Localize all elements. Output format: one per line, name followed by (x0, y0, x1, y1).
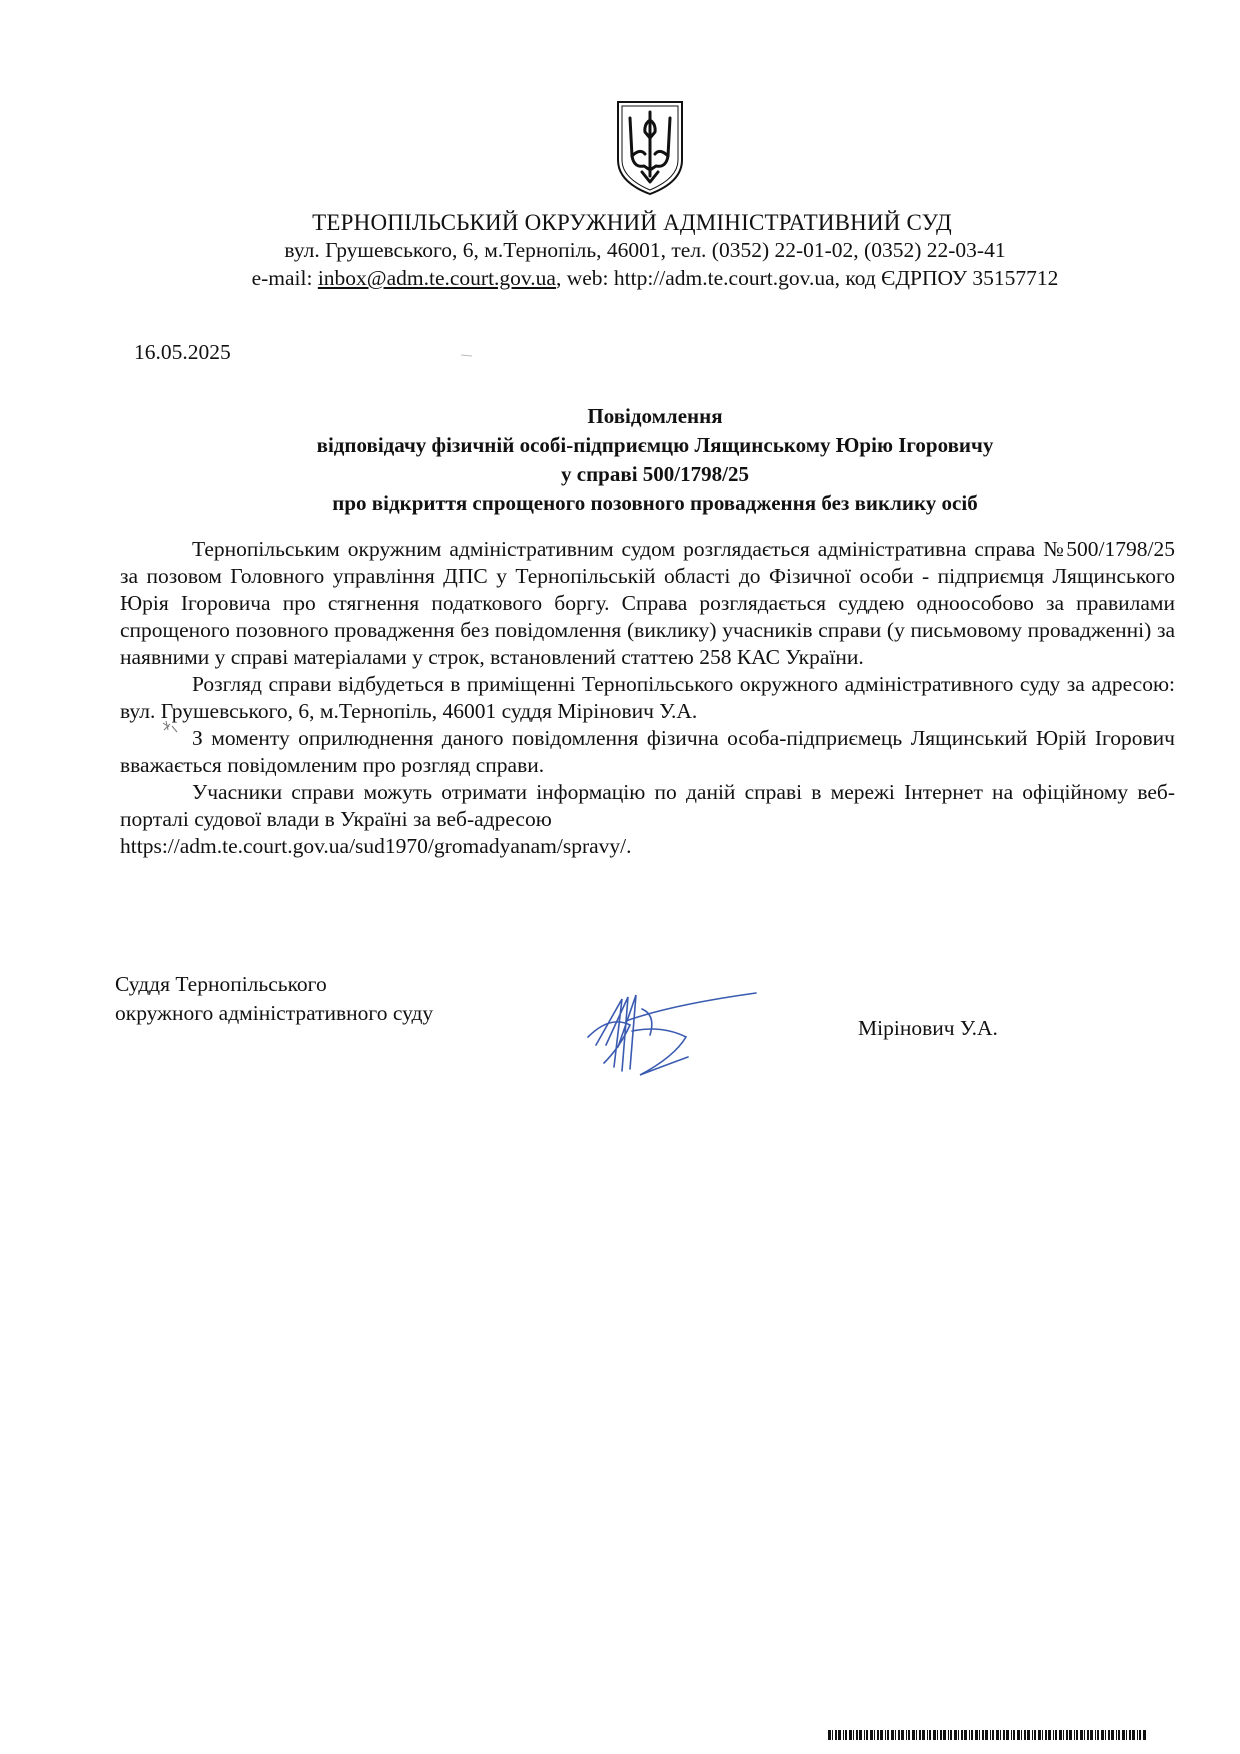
barcode-bar (1080, 1730, 1083, 1740)
barcode-icon (828, 1730, 1148, 1740)
barcode-bar (961, 1730, 963, 1740)
signatory-role-line-1: Суддя Тернопільського (115, 972, 327, 996)
barcode-bar (906, 1730, 907, 1740)
barcode-bar (927, 1730, 928, 1740)
barcode-bar (1076, 1730, 1078, 1740)
barcode-bar (859, 1730, 862, 1740)
email-link[interactable]: inbox@adm.te.court.gov.ua (317, 266, 556, 290)
barcode-bar (1108, 1730, 1110, 1740)
barcode-bar (1143, 1730, 1146, 1740)
barcode-bar (1116, 1730, 1117, 1740)
barcode-bar (1066, 1730, 1068, 1740)
signatory-role (115, 970, 433, 1028)
barcode-bar (866, 1730, 868, 1740)
barcode-bar (1059, 1730, 1062, 1740)
barcode-bar (1024, 1730, 1026, 1740)
barcode-bar (929, 1730, 931, 1740)
barcode-bar (1017, 1730, 1020, 1740)
barcode-bar (919, 1730, 921, 1740)
barcode-bar (979, 1730, 980, 1740)
barcode-bar (950, 1730, 952, 1740)
barcode-bar (943, 1730, 946, 1740)
barcode-bar (1027, 1730, 1030, 1740)
barcode-bar (990, 1730, 991, 1740)
barcode-bar (1139, 1730, 1141, 1740)
barcode-bar (1129, 1730, 1131, 1740)
barcode-bar (1063, 1730, 1064, 1740)
body-paragraph-4: Учасники справи можуть отримати інформацію по даній справі в мережі Інтернет на офіційному веб-порталі судової влади в Україні за веб-адресою (120, 780, 1175, 831)
barcode-bar (975, 1730, 978, 1740)
judge-name: Мірінович У.А. (858, 1016, 998, 1040)
barcode-bar (1087, 1730, 1089, 1740)
barcode-bar (887, 1730, 889, 1740)
barcode-bar (1084, 1730, 1085, 1740)
barcode-bar (1032, 1730, 1033, 1740)
title-line-2: відповідачу фізичній особі-підприємцю Лящинському Юрію Ігоровичу (316, 433, 994, 457)
barcode-bar (1034, 1730, 1036, 1740)
barcode-bar (849, 1730, 852, 1740)
document-date: 16.05.2025 (134, 340, 231, 364)
barcode-bar (845, 1730, 847, 1740)
barcode-bar (1105, 1730, 1106, 1740)
barcode-bar (922, 1730, 925, 1740)
barcode-bar (1045, 1730, 1047, 1740)
notice-body (120, 536, 1175, 860)
barcode-bar (1090, 1730, 1093, 1740)
barcode-bar (1118, 1730, 1120, 1740)
barcode-bar (1095, 1730, 1096, 1740)
barcode-bar (885, 1730, 886, 1740)
barcode-bar (1069, 1730, 1072, 1740)
barcode-bar (1038, 1730, 1041, 1740)
barcode-bar (912, 1730, 915, 1740)
barcode-bar (1053, 1730, 1054, 1740)
barcode-bar (1003, 1730, 1005, 1740)
barcode-bar (901, 1730, 904, 1740)
barcode-bar (832, 1730, 833, 1740)
barcode-bar (874, 1730, 875, 1740)
barcode-bar (1013, 1730, 1015, 1740)
court-contacts (0, 266, 1240, 291)
barcode-bar (1074, 1730, 1075, 1740)
barcode-bar (1006, 1730, 1009, 1740)
title-line-4: про відкриття спрощеного позовного провадження без виклику осіб (332, 491, 978, 515)
barcode-bar (1055, 1730, 1057, 1740)
barcode-bar (996, 1730, 999, 1740)
barcode-bar (1122, 1730, 1125, 1740)
barcode-bar (992, 1730, 994, 1740)
barcode-bar (1000, 1730, 1001, 1740)
barcode-bar (982, 1730, 984, 1740)
scan-speck (460, 352, 474, 358)
barcode-bar (1111, 1730, 1114, 1740)
barcode-bar (969, 1730, 970, 1740)
barcode-bar (908, 1730, 910, 1740)
body-paragraph-2: Розгляд справи відбудеться в приміщенні Тернопільського окружного адміністративного суду за адресою: вул. Грушевського, 6, м.Тернопіль, 46001 суддя Мірінович У.А. (120, 672, 1175, 723)
email-label: e-mail: (251, 266, 318, 290)
barcode-bar (853, 1730, 854, 1740)
barcode-bar (948, 1730, 949, 1740)
scan-speck (160, 718, 182, 736)
barcode-bar (958, 1730, 959, 1740)
title-line-3: у справі 500/1798/25 (561, 462, 749, 486)
barcode-bar (1101, 1730, 1104, 1740)
barcode-bar (1042, 1730, 1043, 1740)
barcode-bar (835, 1730, 837, 1740)
barcode-bar (1021, 1730, 1022, 1740)
barcode-bar (1097, 1730, 1099, 1740)
barcode-bar (937, 1730, 938, 1740)
ukraine-trident-emblem-icon (614, 98, 686, 198)
signatory-role-line-2: окружного адміністративного суду (115, 1001, 434, 1025)
barcode-bar (856, 1730, 858, 1740)
body-paragraph-3: З моменту оприлюднення даного повідомлення фізична особа-підприємець Лящинський Юрій Ігорович вважається повідомленим про розгляд справи. (120, 726, 1175, 777)
court-address: вул. Грушевського, 6, м.Тернопіль, 46001, тел. (0352) 22-01-02, (0352) 22-03-41 (284, 238, 1006, 262)
barcode-bar (916, 1730, 917, 1740)
body-paragraph-1: Тернопільським окружним адміністративним судом розглядається адміністративна справа №500/1798/25 за позовом Головного управління ДПС у Тернопільській області до Фізичної особи - підприємця Лящинського Юрія Ігоровича про стягнення податкового боргу. Справа розглядається суддею одноособово за правилами спрощеного позовного провадження без повідомлення (виклику) учасників справи (у письмовому провадженні) за наявними у справі матеріалами у строк, встановлений статтею 258 КАС України. (120, 537, 1175, 669)
barcode-bar (971, 1730, 973, 1740)
barcode-bar (1132, 1730, 1135, 1740)
barcode-bar (1137, 1730, 1138, 1740)
barcode-bar (877, 1730, 879, 1740)
barcode-bar (954, 1730, 957, 1740)
barcode-bar (933, 1730, 936, 1740)
barcode-bar (828, 1730, 831, 1740)
barcode-bar (843, 1730, 844, 1740)
barcode-bar (864, 1730, 865, 1740)
portal-url[interactable]: https://adm.te.court.gov.ua/sud1970/gromadyanam/spravy/. (120, 834, 632, 858)
barcode-bar (940, 1730, 942, 1740)
barcode-bar (1011, 1730, 1012, 1740)
web-and-code: , web: http://adm.te.court.gov.ua, код ЄДРПОУ 35157712 (555, 266, 1059, 290)
court-name: ТЕРНОПІЛЬСЬКИЙ ОКРУЖНИЙ АДМІНІСТРАТИВНИЙ СУД (312, 210, 952, 235)
notice-title (180, 402, 1130, 518)
handwritten-signature (570, 985, 760, 1080)
barcode-bar (891, 1730, 894, 1740)
title-line-1: Повідомлення (587, 404, 723, 428)
barcode-bar (880, 1730, 883, 1740)
barcode-bar (985, 1730, 988, 1740)
barcode-bar (838, 1730, 841, 1740)
barcode-bar (870, 1730, 873, 1740)
barcode-bar (964, 1730, 967, 1740)
barcode-bar (1048, 1730, 1051, 1740)
barcode-bar (898, 1730, 900, 1740)
barcode-bar (895, 1730, 896, 1740)
barcode-bar (1126, 1730, 1127, 1740)
